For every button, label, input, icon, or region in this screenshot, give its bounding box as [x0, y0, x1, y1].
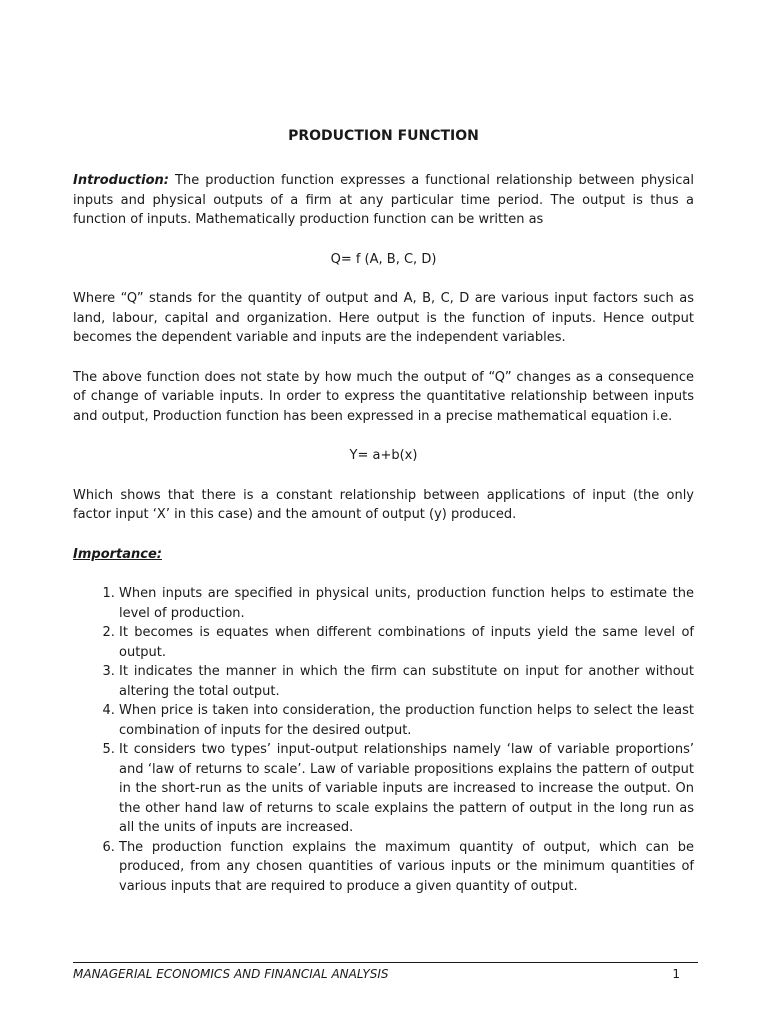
list-item: 5. It considers two types’ input-output relationships namely ‘law of variable proportions’ and ‘law of returns to scale’. Law of variable propositions explains the pattern of output in the short-run as the units of variable inputs are increased to increase the output. On the other hand law of returns to scale explains the pattern of output in the long run as all the units of inputs are increased.	[119, 740, 694, 838]
list-item: 6. The production function explains the maximum quantity of output, which can be produced, from any chosen quantities of various inputs or the minimum quantities of various inputs that are required to produce a given quantity of output.	[119, 838, 694, 897]
list-item: 1. When inputs are specified in physical units, production function helps to estimate the level of production.	[119, 584, 694, 623]
paragraph-constant-relationship: Which shows that there is a constant relationship between applications of input (the only factor input ‘X’ in this case) and the amount of output (y) produced.	[73, 487, 694, 522]
paragraph-where-q: Where “Q” stands for the quantity of output and A, B, C, D are various input factors such as land, labour, capital and organization. Here output is the function of inputs. Hence output becomes the dependent variable and inputs are the independent variables.	[73, 291, 694, 345]
page-footer	[73, 962, 698, 982]
paragraph-above-function: The above function does not state by how much the output of “Q” changes as a consequence of change of variable inputs. In order to express the quantitative relationship between inputs and output, Production function has been expressed in a precise mathematical equation i.e.	[73, 369, 694, 424]
linear-equation: Y= a+b(x)	[349, 448, 418, 463]
page-number: 1	[672, 967, 680, 981]
production-equation: Q= f (A, B, C, D)	[330, 251, 437, 267]
importance-list	[73, 584, 694, 896]
list-item: 3. It indicates the manner in which the firm can substitute on input for another without altering the total output.	[119, 662, 694, 701]
list-item: 4. When price is taken into consideration, the production function helps to select the least combination of inputs for the desired output.	[119, 701, 694, 740]
intro-text: The production function expresses a functional relationship between physical inputs and physical outputs of a firm at any particular time period. The output is thus a function of inputs. Mathematically production function can be written as	[73, 173, 694, 227]
intro-label: Introduction:	[73, 173, 169, 188]
document-body	[73, 126, 694, 896]
page-title: PRODUCTION FUNCTION	[288, 128, 479, 144]
importance-heading: Importance:	[73, 546, 162, 562]
intro-paragraph	[73, 171, 694, 230]
footer-title: MANAGERIAL ECONOMICS AND FINANCIAL ANALYSIS	[73, 967, 389, 981]
list-item: 2. It becomes is equates when different combinations of inputs yield the same level of output.	[119, 623, 694, 662]
